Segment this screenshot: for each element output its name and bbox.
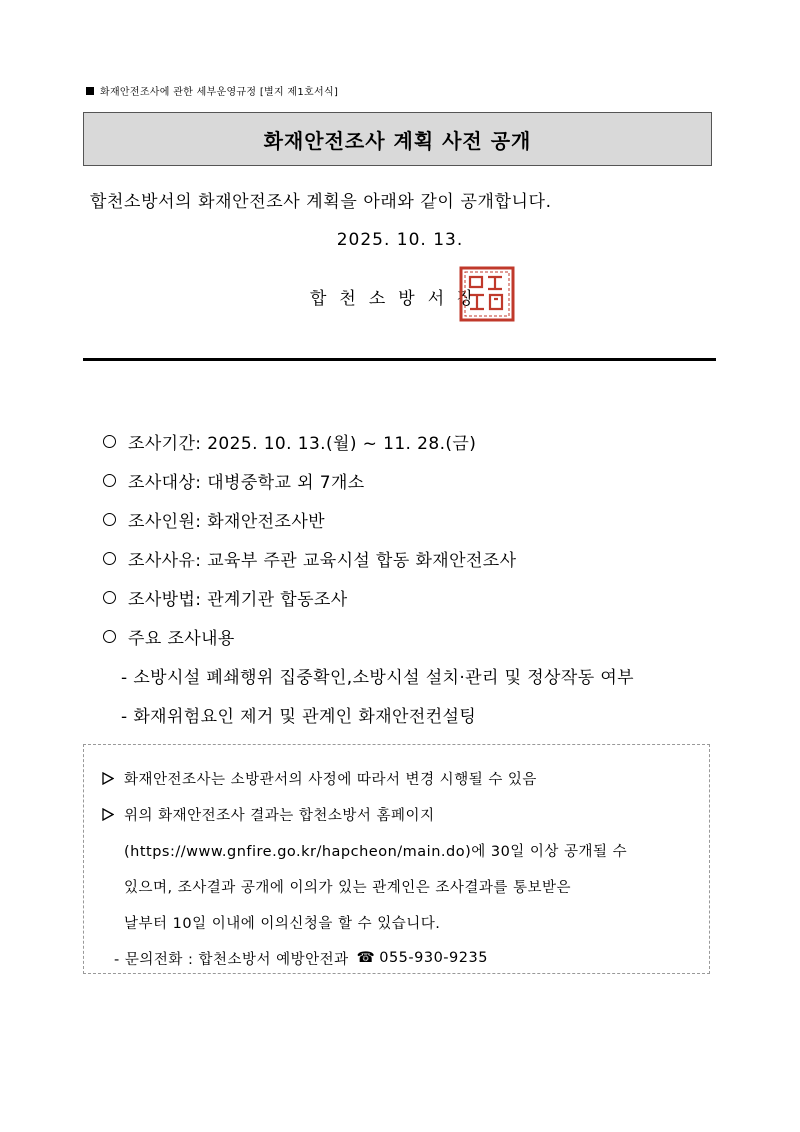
item-target: 조사대상: 대병중학교 외 7개소 [128,473,365,493]
sub-item-text: - 소방시설 폐쇄행위 집중확인,소방시설 설치·관리 및 정상작동 여부 [121,668,634,688]
item-reason: 조사사유: 교육부 주관 교육시설 합동 화재안전조사 [128,551,517,571]
notice-date: 2025. 10. 13. [336,230,464,250]
item-period: 조사기간: 2025. 10. 13.(월) ~ 11. 28.(금) [128,434,477,454]
survey-details-list [103,422,634,734]
sub-item-text: - 화재위험요인 제거 및 관계인 화재안전컨설팅 [121,707,477,727]
notice-line [102,796,709,832]
contact-label: - 문의전화 : 합천소방서 예방안전과 [114,951,349,968]
circle-bullet-icon [103,435,116,448]
signer-name: 합천소방서장 [310,289,487,309]
notice-line [102,868,709,904]
notice-line [102,832,709,868]
notice-line [102,760,709,796]
circle-bullet-icon [103,591,116,604]
circle-bullet-icon [103,474,116,487]
list-item [103,422,634,461]
triangle-bullet-icon [102,772,114,785]
sub-list-item [103,656,634,695]
phone-icon: ☎ [356,950,376,966]
notice-text: 있으며, 조사결과 공개에 이의가 있는 관계인은 조사결과를 통보받은 [124,879,572,896]
list-item [103,500,634,539]
circle-bullet-icon [103,552,116,565]
square-bullet-icon [86,87,94,95]
circle-bullet-icon [103,630,116,643]
page-title: 화재안전조사 계획 사전 공개 [263,128,532,153]
intro-text: 합천소방서의 화재안전조사 계획을 아래와 같이 공개합니다. [90,192,552,212]
form-reference-note [86,83,338,98]
triangle-bullet-icon [102,808,114,821]
notice-box [83,744,710,974]
list-item [103,461,634,500]
form-reference-text: 화재안전조사에 관한 세부운영규정 [별지 제1호서식] [100,87,339,98]
item-method: 조사방법: 관계기관 합동조사 [128,590,348,610]
notice-url-text: (https://www.gnfire.go.kr/hapcheon/main.do)에 30일 이상 공개될 수 [124,843,628,860]
notice-text: 날부터 10일 이내에 이의신청을 할 수 있습니다. [124,915,441,932]
contact-line [102,940,709,976]
official-seal-icon [458,265,516,323]
notice-text: 화재안전조사는 소방관서의 사정에 따라서 변경 시행될 수 있음 [124,771,537,788]
item-personnel: 조사인원: 화재안전조사반 [128,512,325,532]
list-item [103,578,634,617]
notice-text: 위의 화재안전조사 결과는 합천소방서 홈페이지 [124,807,435,824]
contact-phone: 055-930-9235 [379,950,488,966]
divider [83,358,716,361]
sub-list-item [103,695,634,734]
list-item [103,539,634,578]
item-main-content: 주요 조사내용 [128,629,235,649]
notice-line [102,904,709,940]
circle-bullet-icon [103,513,116,526]
page-title-box [83,112,712,166]
list-item [103,617,634,656]
